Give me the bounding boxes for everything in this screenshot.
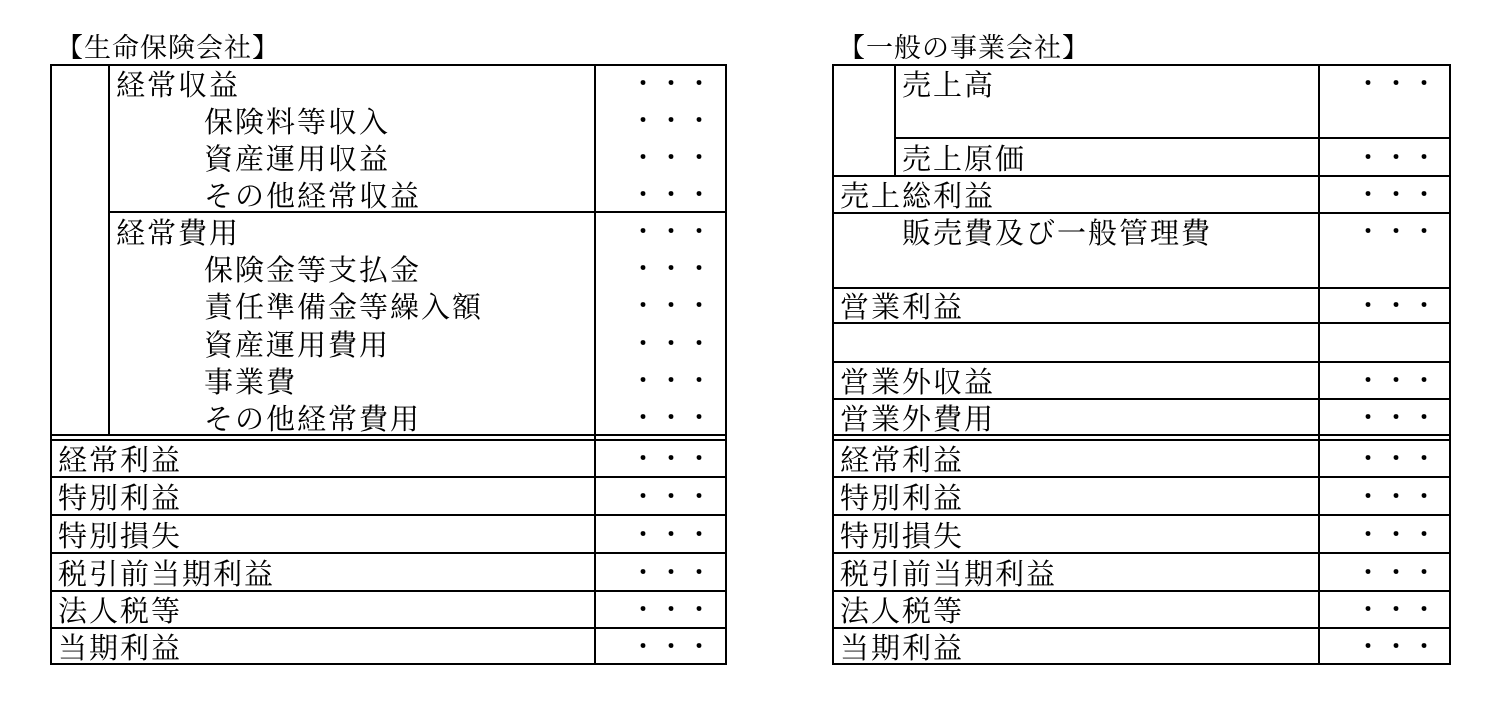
ordinary-expenses-label: 経常費用 (116, 216, 241, 250)
cost-of-sales-label: 売上原価 (902, 142, 1027, 176)
ordinary-revenue-label: 経常収益 (116, 68, 241, 102)
expense-item-label: 資産運用費用 (204, 328, 391, 362)
value-dots: ・・・ (632, 561, 717, 586)
row-divider (894, 137, 1451, 139)
value-dots: ・・・ (1357, 635, 1442, 660)
value-dots: ・・・ (1357, 146, 1442, 171)
revenue-item-label: その他経常収益 (204, 179, 422, 213)
operating-income-label: 営業利益 (840, 290, 965, 324)
summary-row-label: 当期利益 (58, 631, 183, 665)
value-dots: ・・・ (632, 257, 717, 282)
expense-item-label: 事業費 (204, 365, 298, 399)
left-border (832, 64, 834, 665)
top-border (50, 64, 727, 66)
revenue-item-label: 資産運用収益 (204, 142, 391, 176)
value-dots: ・・・ (1357, 72, 1442, 97)
sales-label: 売上高 (902, 68, 996, 102)
value-dots: ・・・ (632, 109, 717, 134)
right-table-title: 【一般の事業会社】 (838, 33, 1090, 64)
summary-divider (50, 439, 727, 441)
row-divider (832, 287, 1451, 289)
value-divider (1318, 64, 1320, 665)
summary-row-label: 特別損失 (58, 519, 183, 553)
summary-row-label: 税引前当期利益 (58, 557, 276, 591)
left-table-title: 【生命保険会社】 (56, 33, 280, 64)
summary-row-label: 経常利益 (58, 443, 183, 477)
left-value-divider (594, 64, 596, 665)
summary-row-label: 営業外費用 (840, 402, 996, 436)
value-dots: ・・・ (1357, 485, 1442, 510)
left-border (50, 64, 52, 665)
top-border (832, 64, 1451, 66)
expense-item-label: その他経常費用 (204, 402, 422, 436)
summary-row-label: 経常利益 (840, 443, 965, 477)
summary-row-label: 法人税等 (840, 594, 965, 628)
value-dots: ・・・ (1357, 406, 1442, 431)
value-dots: ・・・ (632, 220, 717, 245)
gross-profit-label: 売上総利益 (840, 179, 996, 213)
summary-divider (832, 439, 1451, 441)
summary-row-label: 税引前当期利益 (840, 557, 1058, 591)
right-border (725, 64, 727, 665)
summary-row-label: 営業外収益 (840, 365, 996, 399)
expense-item-label: 責任準備金等繰入額 (204, 290, 484, 324)
value-dots: ・・・ (632, 523, 717, 548)
value-dots: ・・・ (632, 183, 717, 208)
summary-row-label: 当期利益 (840, 631, 965, 665)
left-indent-divider (108, 64, 110, 436)
value-dots: ・・・ (1357, 598, 1442, 623)
value-dots: ・・・ (1357, 561, 1442, 586)
value-dots: ・・・ (1357, 294, 1442, 319)
value-dots: ・・・ (1357, 523, 1442, 548)
value-dots: ・・・ (1357, 220, 1442, 245)
value-dots: ・・・ (632, 406, 717, 431)
summary-row-label: 特別損失 (840, 519, 965, 553)
value-dots: ・・・ (632, 635, 717, 660)
sales-indent-divider (894, 64, 896, 177)
right-border (1449, 64, 1451, 665)
revenue-item-label: 保険料等収入 (204, 105, 391, 139)
value-dots: ・・・ (632, 485, 717, 510)
summary-row-label: 特別利益 (58, 481, 183, 515)
summary-row-label: 法人税等 (58, 594, 183, 628)
value-dots: ・・・ (632, 332, 717, 357)
value-dots: ・・・ (1357, 447, 1442, 472)
value-dots: ・・・ (632, 598, 717, 623)
expense-item-label: 保険金等支払金 (204, 253, 422, 287)
value-dots: ・・・ (1357, 183, 1442, 208)
value-dots: ・・・ (632, 72, 717, 97)
value-dots: ・・・ (1357, 369, 1442, 394)
value-dots: ・・・ (632, 369, 717, 394)
value-dots: ・・・ (632, 447, 717, 472)
value-dots: ・・・ (632, 294, 717, 319)
summary-row-label: 特別利益 (840, 481, 965, 515)
value-dots: ・・・ (632, 146, 717, 171)
row-divider (832, 361, 1451, 363)
sga-label: 販売費及び一般管理費 (902, 216, 1213, 250)
